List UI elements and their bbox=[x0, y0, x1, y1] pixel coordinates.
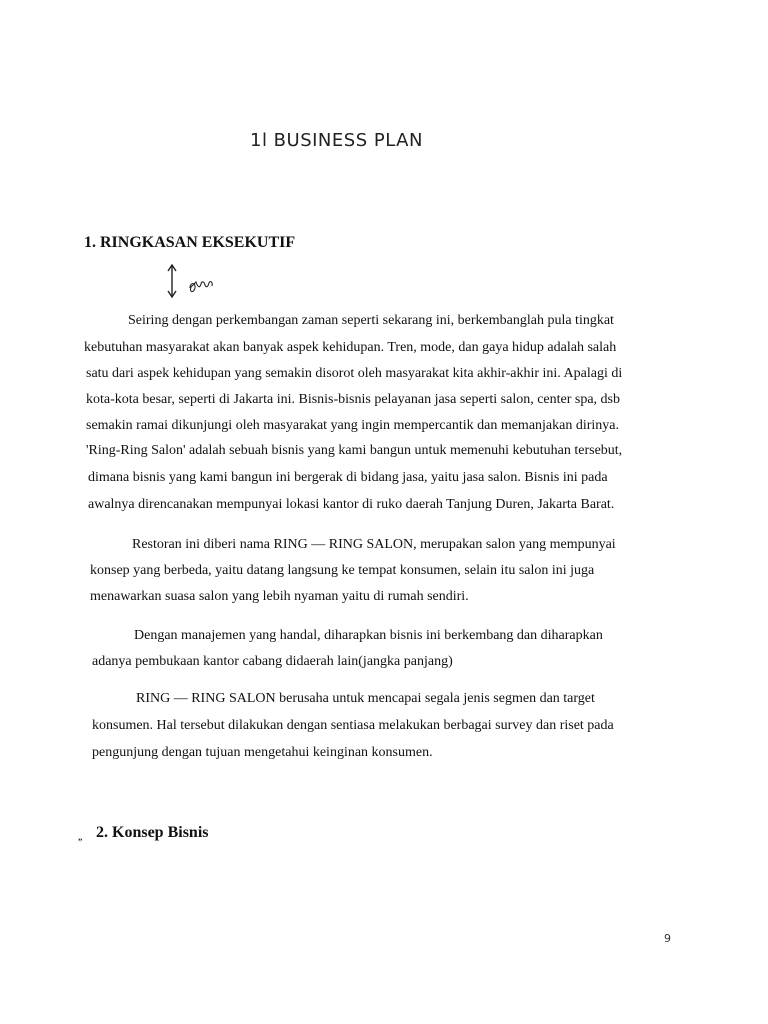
paragraph-line: Restoran ini diberi nama RING — RING SALON, merupakan salon yang mempunyai bbox=[132, 537, 616, 552]
paragraph-line: Dengan manajemen yang handal, diharapkan bisnis ini berkembang dan diharapkan bbox=[134, 628, 603, 643]
paragraph-line: Seiring dengan perkembangan zaman seperti sekarang ini, berkembanglah pula tingkat bbox=[128, 313, 614, 328]
paragraph-line: adanya pembukaan kantor cabang didaerah lain(jangka panjang) bbox=[92, 654, 453, 669]
paragraph-line: pengunjung dengan tujuan mengetahui keinginan konsumen. bbox=[92, 745, 433, 760]
paragraph-line: konsep yang berbeda, yaitu datang langsung ke tempat konsumen, selain itu salon ini juga bbox=[90, 563, 595, 578]
paragraph-line: menawarkan suasa salon yang lebih nyaman yaitu di rumah sendiri. bbox=[90, 589, 469, 604]
section-heading-business-concept: 2. Konsep Bisnis bbox=[96, 824, 209, 841]
paragraph-line: semakin ramai dikunjungi oleh masyarakat yang ingin mempercantik dan memanjakan dirinya. bbox=[86, 418, 620, 433]
section-heading-executive-summary: 1. RINGKASAN EKSEKUTIF bbox=[84, 234, 296, 251]
paragraph-line: konsumen. Hal tersebut dilakukan dengan sentiasa melakukan berbagai survey dan riset pada bbox=[92, 718, 614, 733]
page-number: 9 bbox=[664, 932, 671, 945]
handwritten-annotation bbox=[160, 262, 230, 302]
paragraph-line: 'Ring-Ring Salon' adalah sebuah bisnis yang kami bangun untuk memenuhi kebutuhan tersebut, bbox=[86, 443, 623, 458]
paragraph-line: satu dari aspek kehidupan yang semakin disorot oleh masyarakat kita akhir-akhir ini. Apalagi di bbox=[86, 366, 623, 381]
document-title: 1l BUSINESS PLAN bbox=[250, 130, 423, 151]
paragraph-line: kota-kota besar, seperti di Jakarta ini. Bisnis-bisnis pelayanan jasa seperti salon, center spa, dsb bbox=[86, 392, 621, 407]
paragraph-line: RING — RING SALON berusaha untuk mencapai segala jenis segmen dan target bbox=[136, 691, 595, 706]
paragraph-line: awalnya direncanakan mempunyai lokasi kantor di ruko daerah Tanjung Duren, Jakarta Barat. bbox=[88, 497, 615, 512]
paragraph-line: kebutuhan masyarakat akan banyak aspek kehidupan. Tren, mode, dan gaya hidup adalah salah bbox=[84, 340, 617, 355]
section-2-marker: „ bbox=[78, 832, 83, 842]
paragraph-line: dimana bisnis yang kami bangun ini bergerak di bidang jasa, yaitu jasa salon. Bisnis ini pada bbox=[88, 470, 608, 485]
